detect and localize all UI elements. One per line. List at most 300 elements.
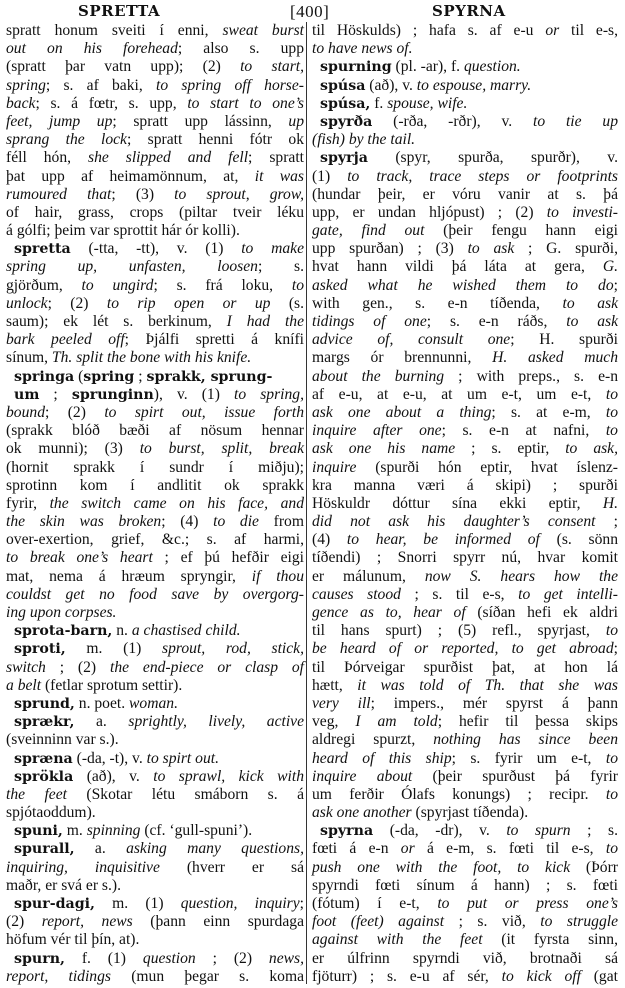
- text-span: (: [74, 367, 84, 385]
- definition-text: question: [142, 949, 196, 967]
- text-span: (hornit sprakk í sundr í miðju);: [6, 458, 304, 476]
- definition-text: push one with the foot, to kick: [312, 858, 571, 876]
- definition-text: bound: [6, 403, 45, 421]
- definition-text: it was told of Th. that she was: [357, 676, 618, 694]
- headword: sprökla: [14, 768, 74, 785]
- text-span: n.: [112, 622, 132, 640]
- definition-text: the skin was broken: [6, 513, 162, 531]
- text-line: [6, 422, 304, 440]
- text-line: [6, 477, 304, 495]
- text-line: [6, 531, 304, 549]
- text-span: ; s. við,: [444, 913, 541, 931]
- text-line: [312, 459, 618, 477]
- text-line: [312, 440, 618, 458]
- text-line: [312, 659, 618, 677]
- text-span: ; (4): [161, 513, 214, 531]
- text-span: ; s. at e-m,: [491, 403, 606, 421]
- headword: spurning: [320, 59, 392, 76]
- text-line: [6, 22, 304, 40]
- text-span: ; with preps., s. e-n: [444, 367, 618, 385]
- text-span: aldregi spurzt,: [312, 731, 434, 749]
- text-span: (spurði hón eptir, hvat íslenz-: [356, 458, 618, 476]
- text-line: [6, 786, 304, 804]
- text-span: ; G. spurði,: [514, 240, 618, 258]
- text-line: [312, 677, 618, 695]
- text-line: [312, 22, 618, 40]
- text-span: ;: [134, 367, 147, 385]
- text-line: [6, 677, 304, 695]
- text-span: til e-s,: [559, 22, 618, 39]
- text-line: [312, 877, 618, 895]
- definition-text: feet, jump up: [6, 112, 113, 130]
- definition-text: or: [545, 22, 560, 39]
- text-span: spyrndi fœti sínum á hann) ; s. fœti: [312, 876, 618, 894]
- entry-start-line: [6, 713, 304, 731]
- definition-text: to break one’s heart: [6, 549, 153, 567]
- text-line: [6, 568, 304, 586]
- text-span: (2): [6, 913, 42, 931]
- text-line: [312, 477, 618, 495]
- right-column: [312, 22, 618, 986]
- text-span: (hverr er sá: [159, 858, 304, 876]
- text-line: [312, 713, 618, 731]
- definition-text: sprout, rod, stick,: [162, 640, 305, 658]
- text-span: ; (2): [195, 949, 269, 967]
- text-span: (pl. -ar), f.: [391, 58, 464, 76]
- text-line: [312, 622, 618, 640]
- running-head-right: SPYRNA: [432, 2, 506, 20]
- headword: spúsa: [320, 77, 366, 94]
- definition-text: I am told: [355, 713, 438, 731]
- entry-start-line: [6, 950, 304, 968]
- definition-text: inquire: [312, 458, 357, 476]
- text-line: [312, 913, 618, 931]
- text-line: [312, 495, 618, 513]
- text-span: ; (2): [44, 403, 105, 421]
- text-span: (cf. ‘gull-spuni’).: [140, 822, 253, 840]
- text-span: ;: [299, 895, 305, 912]
- text-span: ;: [39, 385, 72, 403]
- text-line: [6, 58, 304, 76]
- text-line: [6, 77, 304, 95]
- headword: spretta: [14, 241, 71, 258]
- text-line: [312, 40, 618, 58]
- entry-start-line: [312, 95, 618, 113]
- text-line: [312, 786, 618, 804]
- definition-text: to espouse, marry.: [416, 76, 532, 94]
- text-line: [312, 277, 618, 295]
- text-line: [312, 640, 618, 658]
- text-span: ; ef þú hefðir eigi: [152, 549, 304, 567]
- text-span: fjöturr) ; s. e-u af sér,: [312, 967, 502, 985]
- headword: spurall,: [14, 841, 75, 858]
- definition-text: inquire after one: [312, 422, 442, 440]
- definition-text: to ask: [566, 313, 618, 330]
- definition-text: to sprawl, kick with: [153, 767, 304, 785]
- definition-text: up: [288, 112, 304, 130]
- definition-text: question.: [463, 58, 521, 76]
- text-line: [6, 659, 304, 677]
- definition-text: sprightly, lively, active: [128, 713, 304, 731]
- text-span: ;: [613, 640, 618, 658]
- text-line: [312, 840, 618, 858]
- entry-start-line: [6, 750, 304, 768]
- text-span: (spyrjast tíðenda).: [411, 804, 529, 822]
- definition-text: to kick off: [501, 967, 581, 985]
- text-line: [312, 859, 618, 877]
- text-line: [6, 859, 304, 877]
- text-span: (þann einn spurdaga: [132, 913, 304, 931]
- definition-text: if thou: [251, 567, 304, 585]
- definition-text: spouse, wife.: [387, 94, 468, 112]
- text-span: fœti á e-n: [312, 840, 401, 858]
- definition-text: question, inquiry: [180, 895, 300, 912]
- text-line: [6, 149, 304, 167]
- text-span: til hans spurt) ; (5) refl., spyrjast,: [312, 622, 606, 640]
- definition-text: to start,: [240, 58, 304, 76]
- text-line: [312, 895, 618, 913]
- text-span: (að), v.: [365, 76, 417, 94]
- definition-text: gate, find out: [312, 222, 425, 240]
- text-span: ; (2): [45, 658, 110, 676]
- headword: spur-dagi,: [14, 896, 95, 912]
- definition-text: to have news of.: [312, 40, 413, 58]
- text-span: (að), v.: [73, 767, 154, 785]
- text-span: (-tta, -tt), v. (1): [70, 240, 242, 258]
- text-span: ; (2): [47, 294, 107, 312]
- entry-start-line: [6, 840, 304, 858]
- text-span: (sveinninn var s.).: [6, 731, 119, 749]
- text-span: á gólfi; þeim var sprottit hár ór kolli).: [6, 222, 240, 240]
- definition-text: did not ask his daughter’s consent: [312, 513, 596, 531]
- headword: spring: [83, 368, 135, 385]
- definition-text: the switch came on his face, and: [49, 494, 304, 512]
- definition-text: to get intelli-: [518, 585, 618, 603]
- definition-text: I had the: [226, 313, 304, 330]
- text-span: hætt,: [312, 676, 358, 694]
- text-span: er málunum,: [312, 567, 425, 585]
- text-span: höfum vér til þín, at).: [6, 931, 140, 949]
- text-line: [6, 95, 304, 113]
- text-span: ; also s. upp: [177, 40, 304, 58]
- text-line: [312, 240, 618, 258]
- text-line: [312, 295, 618, 313]
- text-span: tíðendi) ; Snorri spyrr nú, hvar komit: [312, 549, 618, 567]
- text-span: upp spurðan) ; (3): [312, 240, 468, 258]
- text-span: upp, er undan hljópust) ; (2): [312, 203, 547, 221]
- text-span: fyrir,: [6, 494, 50, 512]
- definition-text: out on his forehead: [6, 40, 178, 58]
- text-line: [312, 349, 618, 367]
- text-span: (hundar þeir, er vóru vanir at s. þá: [312, 185, 618, 203]
- text-span: (sprakk blóð bæði af nösum hennar: [6, 422, 304, 440]
- text-span: spratt honum sveiti í enni,: [6, 22, 223, 39]
- headword: spuni,: [14, 823, 63, 840]
- headword: um: [14, 386, 40, 403]
- definition-text: to rip open or up: [106, 294, 271, 312]
- headword: spyrna: [320, 823, 374, 840]
- definition-text: sprang the lock: [6, 131, 127, 149]
- text-line: [6, 295, 304, 313]
- definition-text: bark peeled off: [6, 331, 125, 349]
- definition-text: to spirt out, issue forth: [104, 403, 304, 421]
- text-line: [6, 931, 304, 949]
- headword: spúsa,: [320, 95, 371, 112]
- text-span: from: [258, 513, 304, 531]
- text-span: ; spratt upp lássinn,: [112, 112, 289, 130]
- text-span: veg,: [312, 713, 356, 731]
- text-span: (4): [312, 531, 347, 549]
- text-span: þat upp af heimamönnum, at,: [6, 167, 255, 185]
- definition-text: to tie up: [533, 112, 618, 130]
- text-span: ok munni); (3): [6, 440, 140, 458]
- definition-text: to: [605, 840, 618, 858]
- text-span: ; s. fyrir um e-t,: [451, 749, 606, 767]
- text-span: saum); ek lét s. berkinum,: [6, 313, 227, 330]
- definition-text: G.: [602, 258, 618, 276]
- text-span: a.: [74, 840, 127, 858]
- text-line: [312, 768, 618, 786]
- definition-text: heard of this ship: [312, 749, 452, 767]
- text-line: [312, 695, 618, 713]
- text-line: [312, 168, 618, 186]
- text-span: ; s. til e-s,: [400, 585, 519, 603]
- text-span: (-da, -dr), v.: [373, 822, 507, 840]
- text-line: [6, 513, 304, 531]
- definition-text: report, news: [41, 913, 133, 931]
- text-line: [312, 222, 618, 240]
- text-line: [6, 731, 304, 749]
- text-span: ; s. e-n ráðs,: [426, 313, 567, 330]
- text-span: (Skotar létu smáborn s. á: [66, 785, 304, 803]
- column-divider: [306, 22, 307, 984]
- definition-text: she slipped and fell: [88, 149, 249, 167]
- headword: sprakk, sprung-: [146, 368, 273, 385]
- text-span: kra manna væri á skipi) ; spurði: [312, 476, 618, 494]
- text-span: (spyr, spurða, spurðr), v.: [367, 149, 618, 167]
- definition-text: to put or press one’s: [437, 895, 618, 912]
- entry-start-line: [6, 368, 304, 386]
- headword: spurn,: [14, 950, 65, 967]
- headword: sprunginn: [71, 386, 154, 403]
- text-span: ; s. frá loku,: [153, 276, 292, 294]
- text-line: [6, 277, 304, 295]
- text-span: af e-u, at e-u, at um e-t, um e-t,: [312, 385, 606, 403]
- left-column: [6, 22, 304, 986]
- text-span: ; s. e-n at nafni,: [441, 422, 606, 440]
- text-line: [312, 313, 618, 331]
- definition-text: to hear, be informed of: [346, 531, 540, 549]
- entry-start-line: [312, 822, 618, 840]
- text-span: til Þórveigar spurðist þat, at hon lá: [312, 658, 618, 676]
- text-span: of hair, grass, crops (piltar tveir léku: [6, 203, 304, 221]
- text-line: [6, 331, 304, 349]
- definition-text: spinning: [86, 822, 141, 840]
- text-line: [6, 113, 304, 131]
- text-span: f. (1): [64, 949, 143, 967]
- headword: spyrða: [320, 113, 373, 130]
- text-line: [6, 131, 304, 149]
- text-span: ; (3): [111, 185, 175, 203]
- definition-text: to die: [213, 513, 259, 531]
- definition-text: unlock: [6, 294, 48, 312]
- definition-text: couldst get no food save by overgorg-: [6, 585, 304, 603]
- definition-text: the end-piece or clasp of: [109, 658, 305, 676]
- definition-text: to: [605, 422, 618, 440]
- text-span: ;: [595, 513, 618, 531]
- text-span: (fetlar sprotum settir).: [41, 676, 183, 694]
- definition-text: gence as to, hear of: [312, 604, 466, 621]
- text-span: (spratt þar vatn upp); (2): [6, 58, 241, 76]
- entry-start-line: [6, 822, 304, 840]
- definition-text: it was: [254, 167, 304, 185]
- text-line: [312, 604, 618, 622]
- text-span: margs ór brennunni,: [312, 349, 493, 367]
- text-line: [312, 750, 618, 768]
- text-span: spjótaoddum).: [6, 804, 96, 822]
- definition-text: switch: [6, 658, 46, 676]
- text-line: [312, 531, 618, 549]
- definition-text: to track, trace steps or footprints: [347, 167, 618, 185]
- text-span: á e-m, s. fœti til e-s,: [414, 840, 606, 858]
- text-span: maðr, er svá er s.).: [6, 876, 121, 894]
- text-span: (s. sönn: [539, 531, 618, 549]
- text-span: ; s.: [257, 258, 304, 276]
- entry-start-line: [6, 695, 304, 713]
- text-line: [6, 968, 304, 986]
- text-line: [6, 440, 304, 458]
- text-line: [6, 313, 304, 331]
- text-span: sínum,: [6, 349, 52, 367]
- text-span: ; s.: [570, 822, 618, 840]
- definition-text: advice of, consult one: [312, 331, 511, 349]
- text-span: f.: [370, 94, 388, 112]
- definition-text: to make: [241, 240, 304, 258]
- text-line: [6, 459, 304, 477]
- running-head-left: SPRETTA: [78, 2, 161, 20]
- text-span: m.: [62, 822, 87, 840]
- definition-text: to spring,: [234, 385, 304, 403]
- headword: sprota-barn,: [14, 623, 113, 640]
- text-span: n. poet.: [74, 694, 130, 712]
- text-span: with gen., s. e-n tíðenda,: [312, 294, 563, 312]
- entry-start-line: [312, 113, 618, 131]
- text-line: [6, 495, 304, 513]
- text-span: ;: [613, 276, 618, 294]
- text-span: um ferðir Ólafs konungs) ; recipr.: [312, 785, 606, 803]
- text-span: (s.: [270, 294, 305, 312]
- text-span: m. (1): [94, 895, 181, 912]
- definition-text: to ask: [467, 240, 515, 258]
- text-line: [312, 186, 618, 204]
- definition-text: to: [291, 276, 304, 294]
- definition-text: back: [6, 94, 36, 112]
- text-span: over-exertion, grief, &c.; s. af harmi,: [6, 531, 304, 549]
- text-line: [6, 549, 304, 567]
- definition-text: to spurn: [506, 822, 571, 840]
- text-span: a.: [74, 713, 129, 731]
- text-span: (þeir fengu hann eigi: [424, 222, 618, 240]
- text-line: [6, 404, 304, 422]
- definition-text: to: [605, 785, 618, 803]
- definition-text: Th. split the bone with his knife.: [51, 349, 252, 367]
- text-line: [312, 931, 618, 949]
- text-line: [312, 804, 618, 822]
- headword: sprækr,: [14, 714, 75, 731]
- text-line: [6, 586, 304, 604]
- definition-text: to struggle: [540, 913, 618, 931]
- definition-text: news,: [268, 949, 304, 967]
- text-line: [312, 131, 618, 149]
- text-line: [312, 968, 618, 986]
- definition-text: ask one about a thing: [312, 403, 492, 421]
- definition-text: to start to one’s: [187, 94, 305, 112]
- text-line: [6, 804, 304, 822]
- definition-text: woman.: [129, 694, 178, 712]
- definition-text: asked what he wished them to do: [312, 276, 614, 294]
- text-line: [6, 168, 304, 186]
- definition-text: tidings of one: [312, 313, 427, 330]
- definition-text: or: [400, 840, 415, 858]
- entry-start-line: [6, 640, 304, 658]
- text-span: mat, nema á hræum spryngir,: [6, 567, 252, 585]
- text-line: [6, 40, 304, 58]
- text-span: (1): [312, 167, 348, 185]
- headword: springa: [14, 368, 75, 385]
- definition-text: (fish) by the tail.: [312, 131, 416, 149]
- text-line: [312, 386, 618, 404]
- text-span: ; spratt: [248, 149, 304, 167]
- text-line: [6, 913, 304, 931]
- definition-text: be heard of or reported, to get abroad: [312, 640, 614, 658]
- text-line: [6, 204, 304, 222]
- entry-start-line: [6, 895, 304, 913]
- definition-text: inquiring, inquisitive: [6, 858, 160, 876]
- definition-text: to burst, split, break: [139, 440, 304, 458]
- definition-text: to ask,: [565, 440, 618, 458]
- definition-text: ask one his name: [312, 440, 456, 458]
- definition-text: to: [605, 749, 618, 767]
- definition-text: rumoured that: [6, 185, 112, 203]
- text-span: m. (1): [65, 640, 162, 658]
- text-span: ; hefir til þessa skips: [437, 713, 619, 731]
- text-span: féll hón,: [6, 149, 88, 167]
- text-span: hvat hann vildi þá láta at gera,: [312, 258, 603, 276]
- headword: spyrja: [320, 150, 368, 167]
- text-line: [312, 204, 618, 222]
- definition-text: report, tidings: [6, 967, 111, 985]
- text-span: Höskuldr dóttur sína ekki eptir,: [312, 494, 603, 512]
- text-span: (fótum) í e-t,: [312, 895, 438, 912]
- entry-start-line: [312, 149, 618, 167]
- text-line: [312, 950, 618, 968]
- text-line: [312, 731, 618, 749]
- definition-text: to spirt out.: [146, 749, 219, 767]
- definition-text: ing upon corpses.: [6, 604, 117, 621]
- definition-text: very ill: [312, 694, 371, 712]
- definition-text: inquire about: [312, 767, 413, 785]
- text-line: [312, 422, 618, 440]
- text-span: ; impers., mér spyrst á þann: [370, 694, 618, 712]
- text-line: [6, 349, 304, 367]
- definition-text: to sprout, grow,: [174, 185, 304, 203]
- definition-text: to: [605, 385, 618, 403]
- text-line: [6, 186, 304, 204]
- text-span: ; s. eptir,: [455, 440, 566, 458]
- text-span: (gat: [580, 967, 618, 985]
- headword: sprund,: [14, 695, 75, 712]
- definition-text: H.: [602, 494, 618, 512]
